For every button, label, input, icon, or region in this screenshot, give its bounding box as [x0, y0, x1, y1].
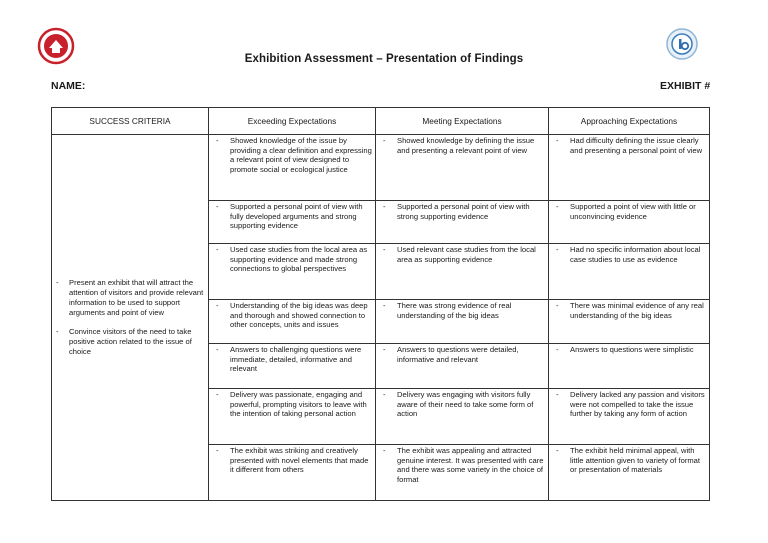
exceeding-text: Understanding of the big ideas was deep and thorough and showed connection to other concepts, units and issues: [230, 301, 368, 330]
list-item: - The exhibit was striking and creatively presented with novel elements that made it different from others: [216, 446, 369, 475]
exceeding-column: [209, 135, 376, 501]
list-item: - Answers to challenging questions were immediate, detailed, informative and relevant: [209, 344, 375, 389]
approaching-column: [549, 135, 710, 501]
assessment-rubric-table: [51, 107, 710, 501]
list-item: - Had no specific information about local case studies to use as evidence: [549, 244, 709, 300]
table-header-row: [52, 108, 710, 135]
list-item: - Delivery lacked any passion and visitors were not compelled to take the issue further by taking any form of action: [549, 389, 709, 445]
list-item: - Showed knowledge of the issue by providing a clear definition and expressing a relevant point of view designed to promote social or ecological justice: [209, 135, 375, 201]
list-item: - Delivery was passionate, engaging and powerful, prompting visitors to leave with the intention of taking personal action: [209, 389, 375, 445]
list-item: - Answers to questions were simplistic: [549, 344, 709, 389]
criterion-text: Present an exhibit that will attract the attention of visitors and provide relevant information to be used to support arguments and point of view: [69, 278, 204, 317]
exceeding-text: Answers to challenging questions were immediate, detailed, informative and relevant: [230, 345, 362, 374]
list-item: - The exhibit held minimal appeal, with little attention given to variety of format or presentation of materials: [556, 446, 701, 475]
exceeding-text: Showed knowledge of the issue by providing a clear definition and expressing a relevant point of view designed to promote social or ecological justice: [230, 136, 372, 174]
meeting-text: Supported a personal point of view with strong supporting evidence: [397, 202, 530, 221]
table-row: [52, 135, 710, 501]
criterion-item: - Convince visitors of the need to take positive action related to the issue of choice: [56, 327, 192, 356]
header-meeting-expectations: Meeting Expectations: [376, 108, 549, 135]
list-item: - There was strong evidence of real understanding of the big ideas: [376, 300, 548, 344]
list-item: - Delivery was engaging with visitors fully aware of their need to take some form of action: [376, 389, 548, 445]
meeting-text: Used relevant case studies from the local area as supporting evidence: [397, 245, 536, 264]
meeting-text: There was strong evidence of real understanding of the big ideas: [397, 301, 512, 320]
header-success-criteria: SUCCESS CRITERIA: [52, 108, 209, 135]
exceeding-text: Delivery was passionate, engaging and powerful, prompting visitors to leave with the intention of taking personal action: [230, 390, 367, 419]
meeting-text: Answers to questions were detailed, informative and relevant: [397, 345, 519, 364]
approaching-text: Had difficulty defining the issue clearly and presenting a personal point of view: [570, 136, 703, 155]
meeting-text: Showed knowledge by defining the issue and presenting a relevant point of view: [397, 136, 535, 155]
list-item: - There was minimal evidence of any real understanding of the big ideas: [549, 300, 709, 344]
exceeding-text: Used case studies from the local area as supporting evidence and made strong connections to global perspectives: [230, 245, 368, 274]
document-title: Exhibition Assessment – Presentation of Findings: [244, 53, 524, 65]
header-exceeding-expectations: Exceeding Expectations: [209, 108, 376, 135]
success-criteria-cell: [52, 135, 209, 501]
criterion-text: Convince visitors of the need to take positive action related to the issue of choice: [69, 327, 192, 356]
approaching-text: The exhibit held minimal appeal, with little attention given to variety of format or presentation of materials: [570, 446, 701, 475]
approaching-text: Answers to questions were simplistic: [570, 345, 694, 354]
approaching-text: Delivery lacked any passion and visitors were not compelled to take the issue further by taking any form of action: [570, 390, 705, 419]
list-item: - Understanding of the big ideas was deep and thorough and showed connection to other concepts, units and issues: [209, 300, 375, 344]
list-item: - Showed knowledge by defining the issue and presenting a relevant point of view: [376, 135, 548, 201]
list-item: - Supported a point of view with little or unconvincing evidence: [549, 201, 709, 244]
name-label: NAME:: [51, 80, 86, 92]
list-item: - Used case studies from the local area as supporting evidence and made strong connections to global perspectives: [209, 244, 375, 300]
approaching-text: Had no specific information about local case studies to use as evidence: [570, 245, 701, 264]
meeting-text: Delivery was engaging with visitors fully aware of their need to take some form of action: [397, 390, 534, 419]
exceeding-text: Supported a personal point of view with fully developed arguments and strong supporting evidence: [230, 202, 363, 231]
list-item: - Answers to questions were detailed, informative and relevant: [376, 344, 548, 389]
approaching-text: There was minimal evidence of any real understanding of the big ideas: [570, 301, 704, 320]
list-item: - Had difficulty defining the issue clearly and presenting a personal point of view: [549, 135, 709, 201]
exhibit-number-label: EXHIBIT #: [660, 80, 711, 92]
list-item: - Used relevant case studies from the local area as supporting evidence: [376, 244, 548, 300]
criterion-item: - Present an exhibit that will attract the attention of visitors and provide relevant information to be used to support arguments and point of view: [56, 278, 204, 317]
list-item: - Supported a personal point of view with fully developed arguments and strong supporting evidence: [209, 201, 375, 244]
header-approaching-expectations: Approaching Expectations: [549, 108, 710, 135]
meeting-text: The exhibit was appealing and attracted genuine interest. It was presented with care and there was some variety in the choice of format: [397, 446, 544, 484]
list-item: - The exhibit was appealing and attracted genuine interest. It was presented with care and there was some variety in the choice of format: [383, 446, 544, 484]
approaching-text: Supported a point of view with little or unconvincing evidence: [570, 202, 696, 221]
meeting-column: [376, 135, 549, 501]
exceeding-text: The exhibit was striking and creatively presented with novel elements that made it different from others: [230, 446, 369, 475]
list-item: - Supported a personal point of view with strong supporting evidence: [376, 201, 548, 244]
